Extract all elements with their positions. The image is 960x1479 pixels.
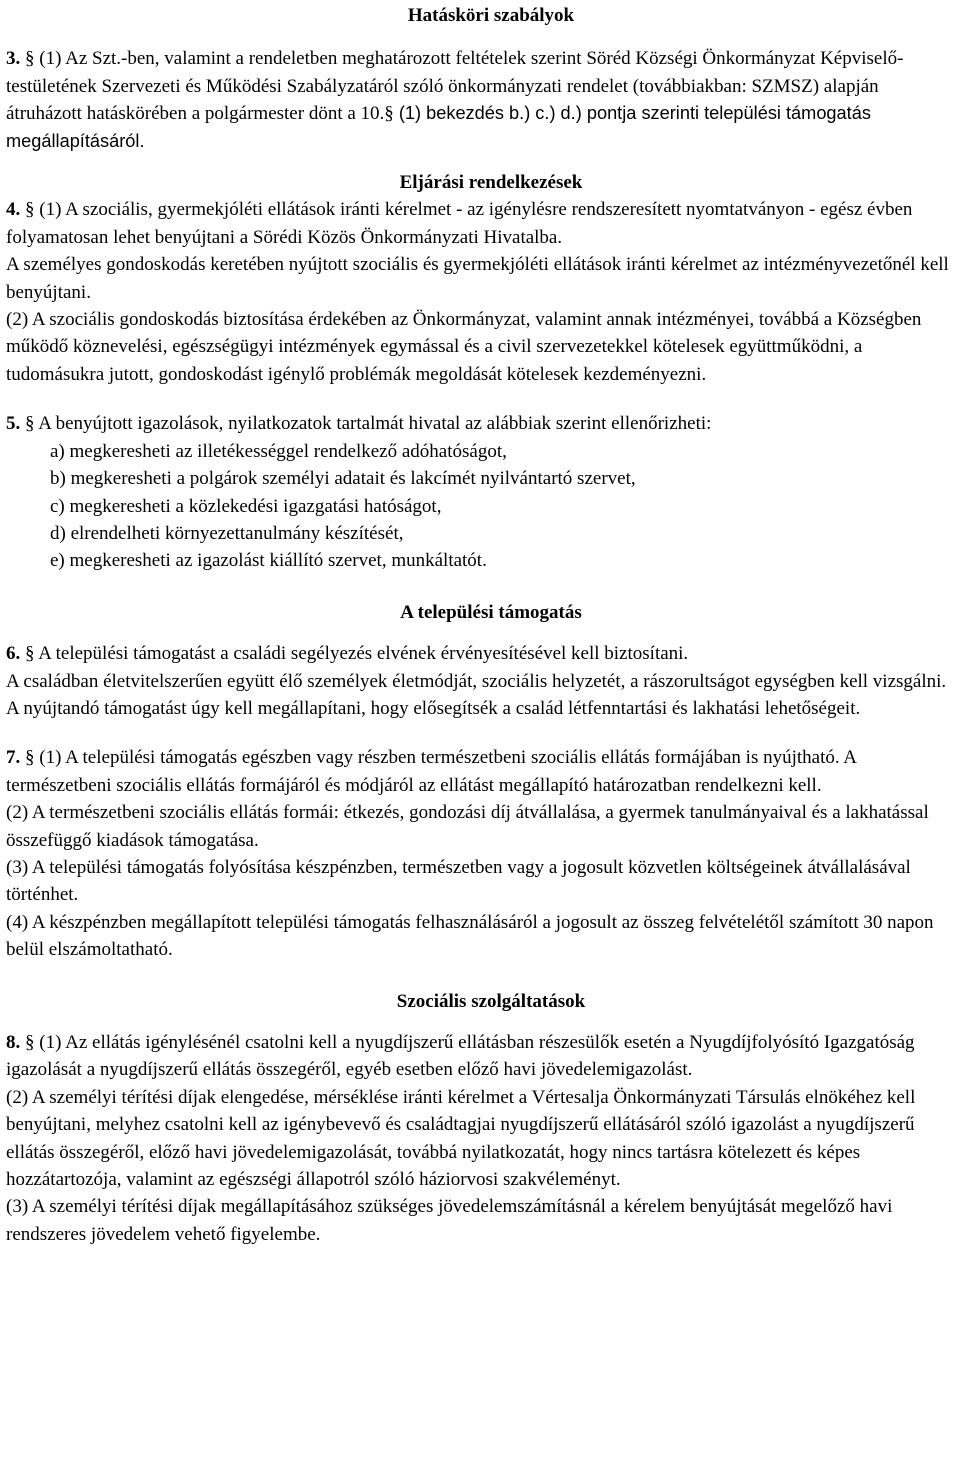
procedural-heading: Eljárási rendelkezések <box>399 172 583 194</box>
section-number: 8. <box>6 1032 21 1053</box>
section-4-paragraph-1 <box>6 196 950 251</box>
section-7-text-1: (1) A települési támogatás egészben vagy részben természetbeni szociális ellátás formájában is nyújtható. A természetbeni szociális ellátás formájáról és módjáról az ellátást megállapító határozatban rendelkezni kell. <box>6 747 856 796</box>
section-7-paragraph-1 <box>6 744 950 799</box>
section-sign: § <box>25 48 35 70</box>
list-item: d) elrendelheti környezettanulmány készítését, <box>50 522 404 544</box>
section-number: 3. <box>6 48 21 70</box>
section-3 <box>6 45 950 155</box>
page-title: Hatásköri szabályok <box>407 5 575 26</box>
section-sign: § <box>25 747 35 769</box>
section-sign: § <box>25 413 35 435</box>
section-number: 4. <box>6 199 21 221</box>
section-7-paragraph-4: (4) A készpénzben megállapított települési támogatás felhasználásáról a jogosult az összeg felvételétől számított 30 napon belül elszámoltatható. <box>6 911 934 961</box>
section-4-text-1: (1) A szociális, gyermekjóléti ellátások iránti kérelmet - az igénylésre rendszeresített nyomtatványon - egész évben folyamatosan lehet benyújtani a Sörédi Közös Önkormányzati Hivatalba. <box>6 199 913 248</box>
section-7-paragraph-3: (3) A települési támogatás folyósítása készpénzben, természetben vagy a jogosult közvetlen költségeinek átvállalásával történhet. <box>6 856 911 906</box>
section-8-text-1: (1) Az ellátás igénylésénél csatolni kell a nyugdíjszerű ellátásban részesülők esetén a Nyugdíjfolyósító Igazgatóság igazolását a nyugdíjszerű ellátás összegéről, egyéb esetben előző havi jövedelemigazolást. <box>6 1032 915 1081</box>
section-3-tail: (1) bekezdés b.) c.) d.) pontja szerinti települési támogatás megállapításáról. <box>6 103 871 151</box>
spacer <box>6 388 950 410</box>
section-8-paragraph-2: (2) A személyi térítési díjak elengedése, mérséklése iránti kérelmet a Vértesalja Önkormányzati Társulás elnökéhez kell benyújtani, melyhez csatolni kell az igénybevevő és családtagjai nyugdíjszerű ellátásáról szóló igazolást a nyugdíjszerű ellátás összegéről, előző havi jövedelemigazolását, továbbá nyilatkozatát, hogy nincs tartásra kötelezett és képes hozzátartozója, valamint az egészségi állapotról szóló háziorvosi szakvéleményt. <box>6 1086 916 1191</box>
section-3-lead: (1) Az Szt.-ben, valamint a rendeletben meghatározott feltételek szerint Söréd Községi Önkormányzat Képviselő-testületének Szervezeti és Működési Szabályzatáról szóló önkormányzati rendelet (továbbiakban: SZMSZ) alapján átruházott hatáskörében a polgármester dönt a 10. <box>6 48 904 125</box>
section-4-paragraph-3: (2) A szociális gondoskodás biztosítása érdekében az Önkormányzat, valamint annak intézményei, továbbá a Községben működő köznevelési, egészségügyi intézmények egymással és a civil szervezetekkel kötelesek együttműködni, a tudomásukra jutott, gondoskodást igénylő problémák megoldását kötelesek kezdeményezni. <box>6 309 922 385</box>
section-6-text-1: A települési támogatást a családi segélyezés elvének érvényesítésével kell biztosítani. <box>34 643 689 665</box>
section-8-paragraph-1 <box>6 1029 950 1084</box>
section-sign: § <box>25 643 35 665</box>
services-heading: Szociális szolgáltatások <box>396 990 586 1012</box>
list-item: c) megkeresheti a közlekedési igazgatási hatóságot, <box>50 495 442 517</box>
section-number: 5. <box>6 413 21 435</box>
section-number: 6. <box>6 643 21 665</box>
section-6-paragraph-2: A családban életvitelszerűen együtt élő személyek életmódját, szociális helyzetét, a rászorultságot egységben kell vizsgálni. A nyújtandó támogatást úgy kell megállapítani, hogy elősegítsék a család létfenntartási és lakhatási lehetőségeit. <box>6 670 947 719</box>
section-number: 7. <box>6 747 21 769</box>
support-heading: A települési támogatás <box>400 601 582 623</box>
section-8-paragraph-3: (3) A személyi térítési díjak megállapításához szükséges jövedelemszámításnál a kérelem benyújtását megelőző havi rendszeres jövedelem vehető figyelembe. <box>6 1196 893 1245</box>
section-sign: § <box>25 199 35 221</box>
section-sign: § <box>25 1032 35 1053</box>
verification-list <box>6 438 950 575</box>
section-4-paragraph-2: A személyes gondoskodás keretében nyújtott szociális és gyermekjóléti ellátások iránti kérelmet az intézményvezetőnél kell benyújtani. <box>6 254 949 303</box>
list-item: a) megkeresheti az illetékességgel rendelkező adóhatóságot, <box>50 440 507 462</box>
list-item: b) megkeresheti a polgárok személyi adatait és lakcímét nyilvántartó szervet, <box>50 468 636 490</box>
section-sign: § <box>384 103 394 125</box>
section-7-paragraph-2: (2) A természetbeni szociális ellátás formái: étkezés, gondozási díj átvállalása, a gyermek tanulmányaival és a lakhatással összefüggő kiadások támogatása. <box>6 802 929 851</box>
section-6-paragraph-1 <box>6 640 950 667</box>
section-5-text: A benyújtott igazolások, nyilatkozatok tartalmát hivatal az alábbiak szerint ellenőrizheti: <box>34 413 712 435</box>
spacer <box>6 722 950 744</box>
section-5-lead <box>6 410 950 437</box>
list-item: e) megkeresheti az igazolást kiállító szervet, munkáltatót. <box>50 550 487 572</box>
